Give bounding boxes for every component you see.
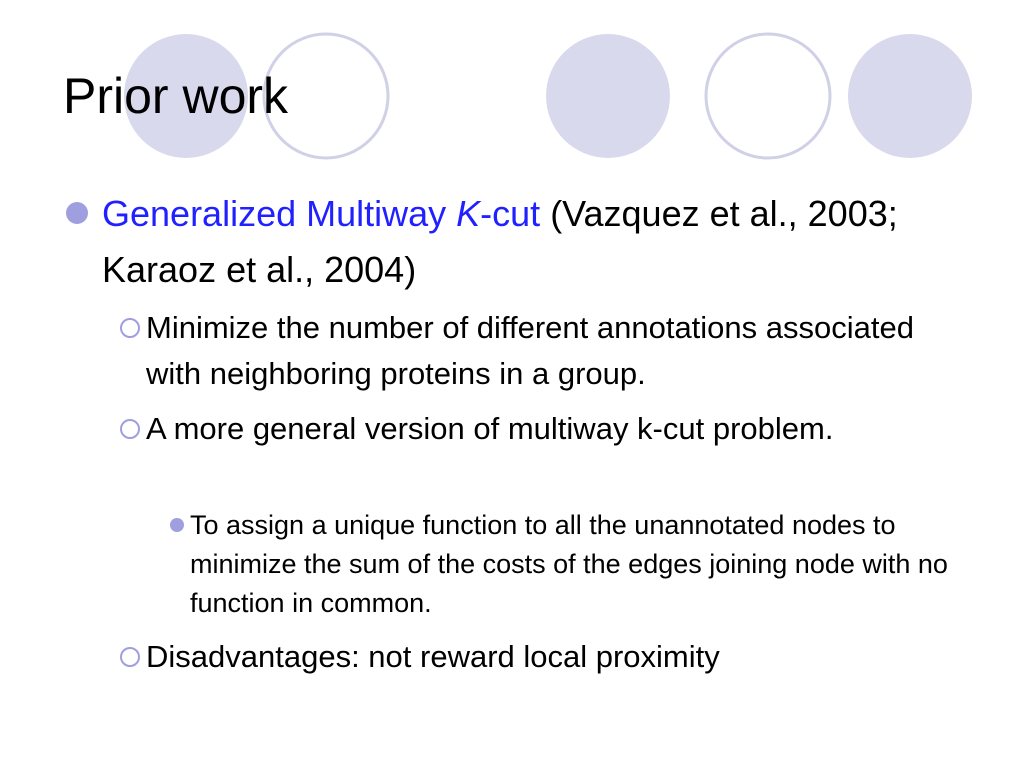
- bullet-level2: [115, 634, 975, 680]
- bullet-level1-text: [102, 186, 942, 298]
- highlight-term: Generalized Multiway K-cut: [102, 193, 541, 234]
- bullet-level2-text: A more general version of multiway k-cut problem.: [146, 411, 834, 446]
- hollow-circle-bullet-icon: [115, 305, 145, 351]
- slide-title: Prior work: [63, 68, 289, 124]
- filled-circle-bullet-icon: [62, 186, 102, 242]
- bullet-level2: [115, 406, 975, 452]
- decor-circle-filled-2: [546, 34, 670, 158]
- bullet-level2-text: Disadvantages: not reward local proximity: [146, 639, 720, 674]
- bullet-level3: [167, 506, 957, 623]
- citation-text: (Vazquez et al., 2003; Karaoz et al., 2004): [102, 193, 898, 290]
- decor-circle-outline-2: [706, 34, 830, 158]
- hollow-circle-bullet-icon: [115, 634, 145, 680]
- bullet-level2-text: Minimize the number of different annotations associated with neighboring proteins in a group.: [146, 310, 914, 391]
- bullet-level1: [62, 186, 942, 298]
- hollow-circle-bullet-icon: [115, 406, 145, 452]
- bullet-level3-text: To assign a unique function to all the unannotated nodes to minimize the sum of the costs of the edges joining node with no function in common.: [190, 510, 948, 618]
- decor-circle-filled-3: [848, 34, 972, 158]
- bullet-level2: [115, 305, 975, 397]
- filled-circle-bullet-icon: [167, 506, 189, 545]
